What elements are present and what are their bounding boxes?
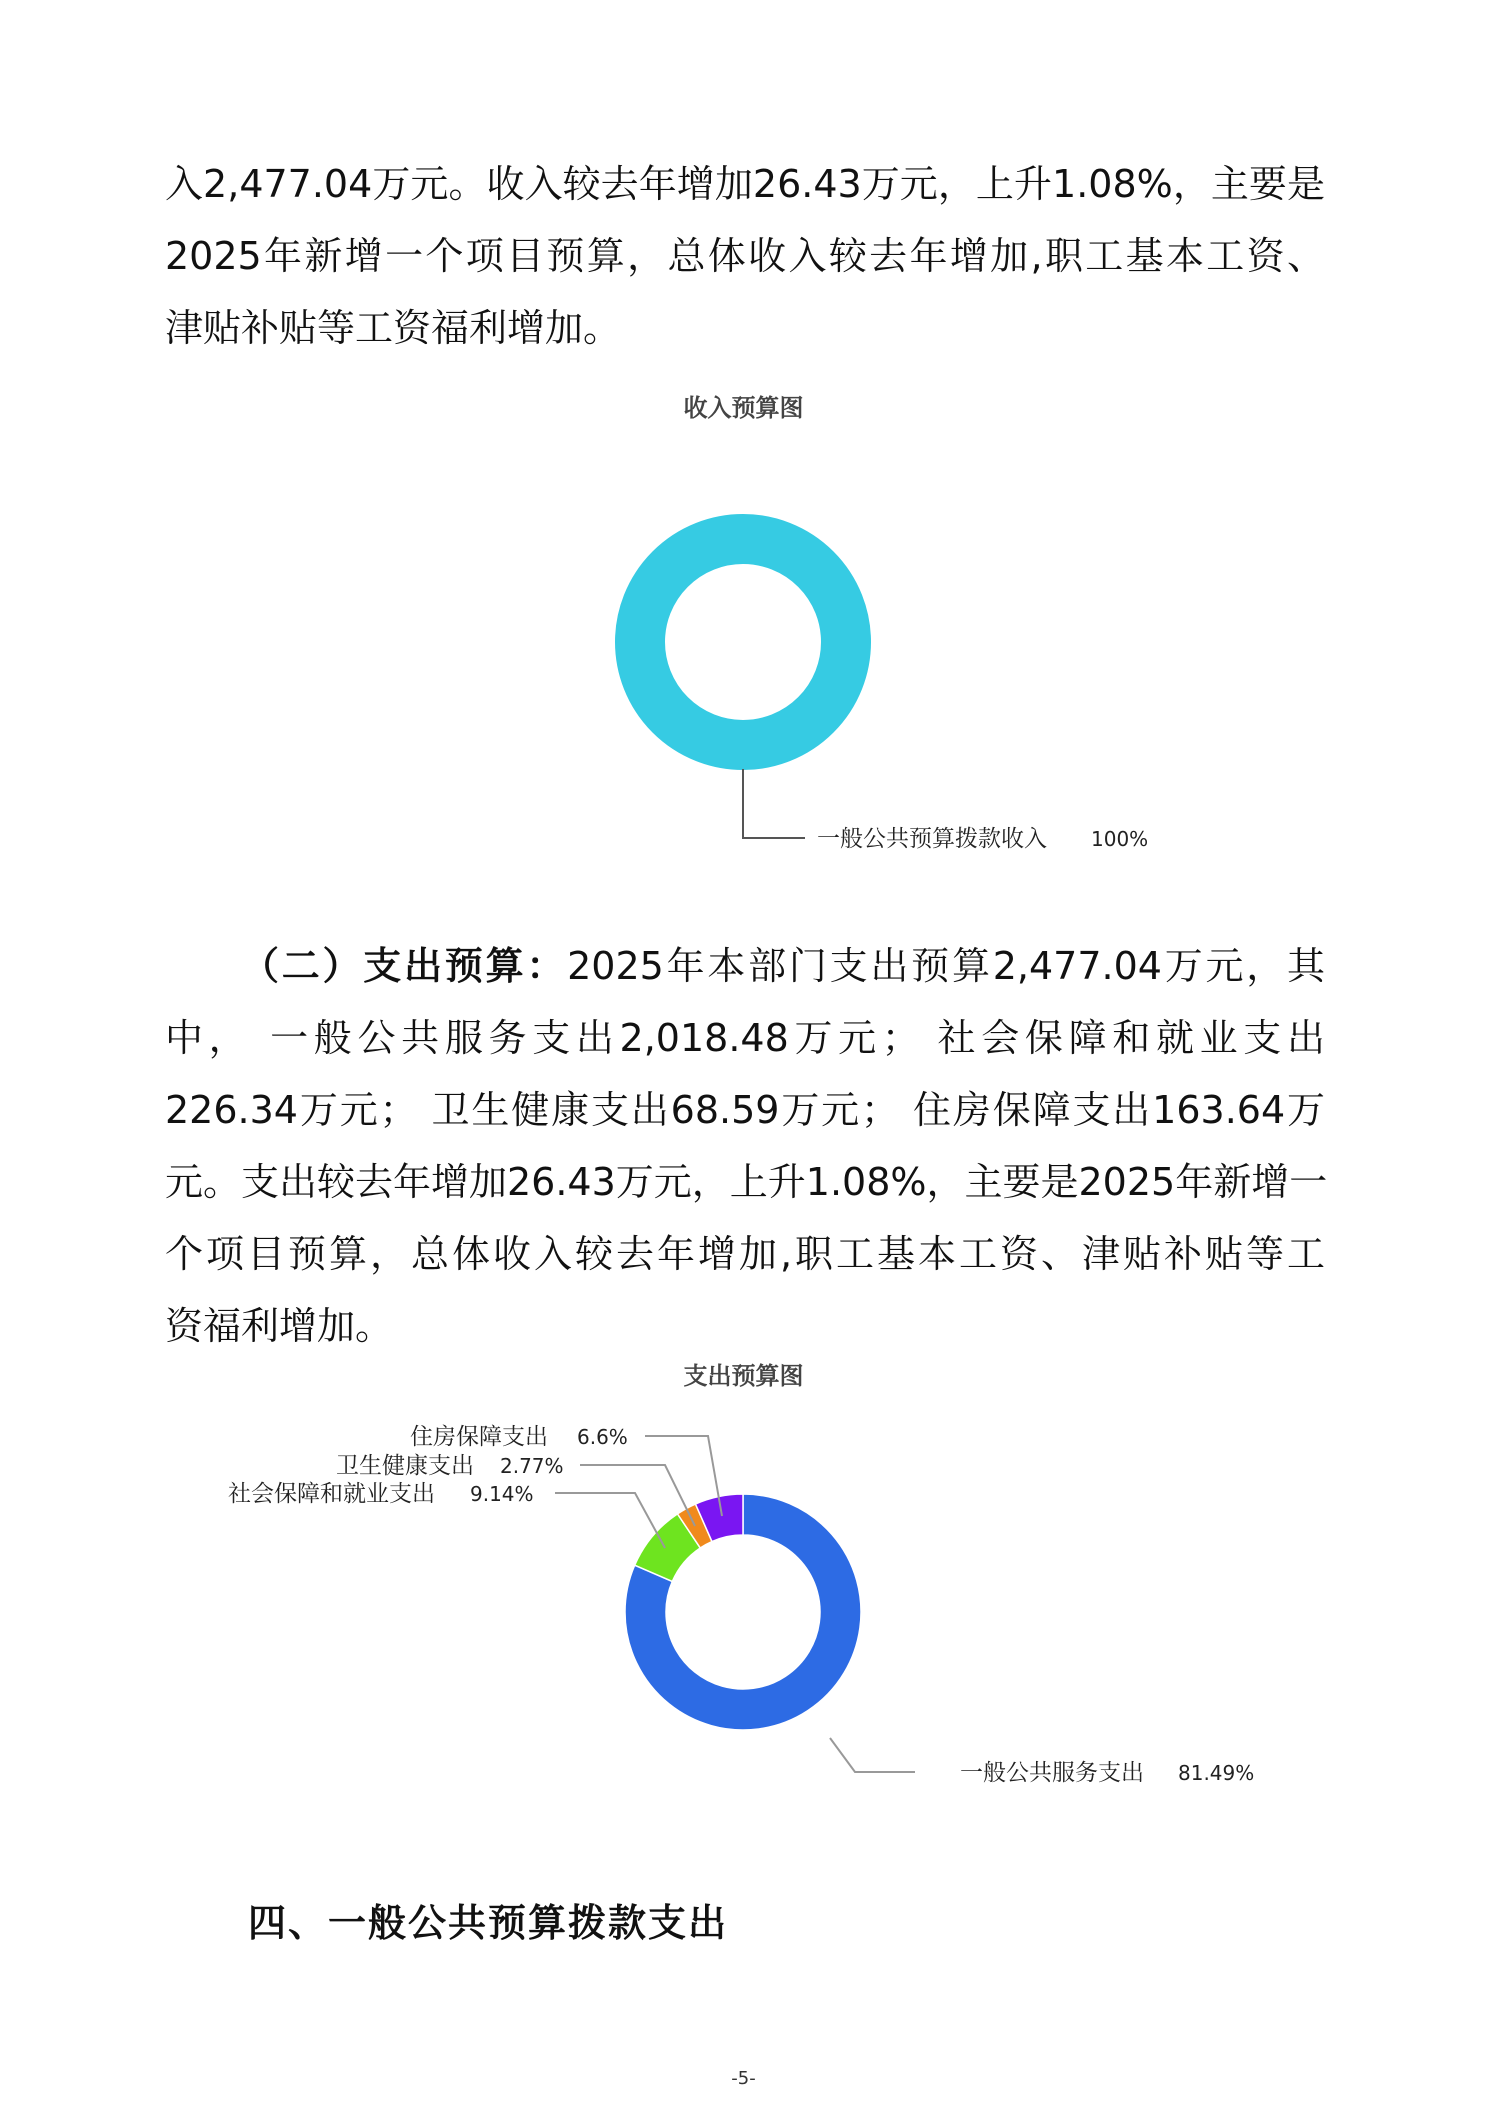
text-line: 入2,477.04万元。收入较去年增加26.43万元，上升1.08%，主要是 — [165, 162, 1325, 206]
income-leader-line — [743, 769, 805, 838]
income-donut-ring — [640, 539, 846, 745]
slice-label-name-housing: 住房保障支出 — [410, 1424, 548, 1450]
page-number: -5- — [731, 2068, 756, 2089]
slice-label-pct-health: 2.77% — [500, 1454, 564, 1478]
income-donut-chart — [0, 470, 1487, 950]
slice-label-name-health: 卫生健康支出 — [336, 1453, 474, 1479]
text-line — [165, 930, 1325, 1002]
text-line: 2025年新增一个项目预算，总体收入较去年增加,职工基本工资、 — [165, 234, 1325, 278]
expense-subheading: （二）支出预算： — [241, 943, 568, 988]
income-label-pct: 100% — [1091, 827, 1149, 851]
section-heading: 四、一般公共预算拨款支出 — [248, 1900, 729, 1945]
text-line: 中， 一般公共服务支出2,018.48万元； 社会保障和就业支出 — [165, 1016, 1325, 1060]
paragraph-expense-summary — [165, 930, 1328, 1362]
slice-label-name-general-public-services: 一般公共服务支出 — [960, 1760, 1144, 1786]
text-line: 个项目预算，总体收入较去年增加,职工基本工资、津贴补贴等工 — [165, 1232, 1325, 1276]
income-chart-title: 收入预算图 — [683, 394, 804, 422]
text-fragment: 2025年本部门支出预算2,477.04万元，其 — [567, 944, 1325, 988]
slice-label-pct-general-public-services: 81.49% — [1178, 1761, 1255, 1785]
slice-label-pct-housing: 6.6% — [577, 1425, 628, 1449]
leader-line-general-public-services — [830, 1738, 915, 1772]
text-line: 资福利增加。 — [165, 1304, 394, 1348]
income-label-name: 一般公共预算拨款收入 — [817, 826, 1047, 852]
paragraph-income-summary — [165, 148, 1325, 364]
slice-label-name-social-security: 社会保障和就业支出 — [228, 1481, 435, 1507]
text-line: 津贴补贴等工资福利增加。 — [165, 306, 622, 350]
slice-label-pct-social-security: 9.14% — [470, 1482, 534, 1506]
leader-line-social-security — [555, 1493, 665, 1548]
expense-donut-chart — [0, 1400, 1487, 1870]
expense-chart-title: 支出预算图 — [683, 1362, 804, 1390]
text-line: 元。支出较去年增加26.43万元，上升1.08%，主要是2025年新增一 — [165, 1160, 1328, 1204]
text-line: 226.34万元； 卫生健康支出68.59万元； 住房保障支出163.64万 — [165, 1088, 1325, 1132]
